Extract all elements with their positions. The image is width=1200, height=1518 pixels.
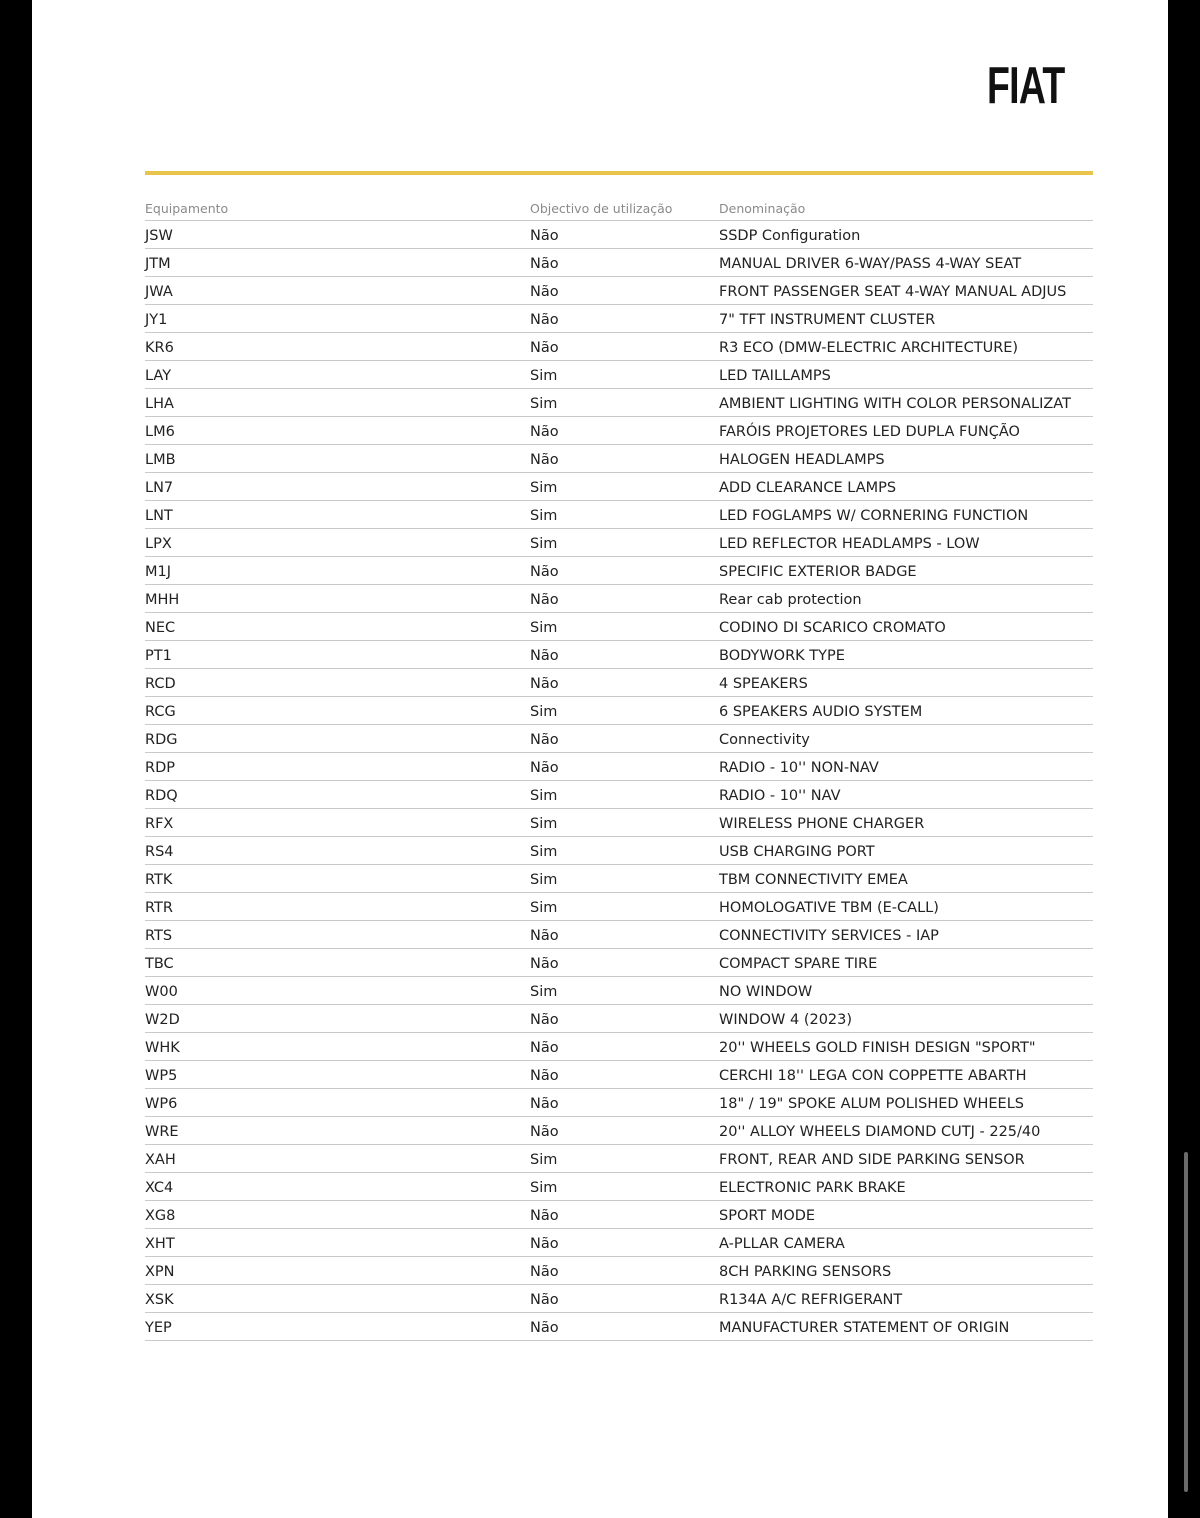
cell-equipment-code: XG8 (145, 1208, 176, 1224)
cell-name: LED FOGLAMPS W/ CORNERING FUNCTION (719, 508, 1029, 524)
header-usage: Objectivo de utilização (530, 201, 673, 216)
cell-usage: Não (530, 676, 559, 692)
cell-name: FRONT PASSENGER SEAT 4-WAY MANUAL ADJUS (719, 284, 1067, 300)
table-row (145, 809, 1093, 837)
table-row (145, 501, 1093, 529)
cell-usage: Não (530, 732, 559, 748)
cell-name: R134A A/C REFRIGERANT (719, 1292, 903, 1308)
cell-usage: Não (530, 1264, 559, 1280)
table-row (145, 669, 1093, 697)
table-row (145, 473, 1093, 501)
header-equipment: Equipamento (145, 201, 229, 216)
table-row (145, 977, 1093, 1005)
cell-name: CERCHI 18'' LEGA CON COPPETTE ABARTH (719, 1068, 1027, 1084)
cell-usage: Não (530, 592, 559, 608)
table-row (145, 557, 1093, 585)
cell-name: RADIO - 10'' NAV (719, 788, 841, 804)
cell-name: ADD CLEARANCE LAMPS (719, 480, 897, 496)
cell-name: 7" TFT INSTRUMENT CLUSTER (719, 312, 936, 328)
table-row (145, 949, 1093, 977)
table-row (145, 1173, 1093, 1201)
table-row (145, 1145, 1093, 1173)
cell-name: ELECTRONIC PARK BRAKE (719, 1180, 906, 1196)
cell-equipment-code: RDP (145, 760, 175, 776)
cell-usage: Sim (530, 1180, 558, 1196)
cell-usage: Não (530, 956, 559, 972)
table-body (145, 221, 1093, 1341)
cell-usage: Sim (530, 396, 558, 412)
cell-usage: Não (530, 340, 559, 356)
cell-name: Connectivity (719, 732, 810, 748)
cell-usage: Sim (530, 984, 558, 1000)
cell-equipment-code: WRE (145, 1124, 179, 1140)
table-row (145, 613, 1093, 641)
table-row (145, 1201, 1093, 1229)
cell-name: R3 ECO (DMW-ELECTRIC ARCHITECTURE) (719, 340, 1019, 356)
cell-usage: Não (530, 312, 559, 328)
cell-equipment-code: W00 (145, 984, 178, 1000)
table-row (145, 893, 1093, 921)
table-row (145, 333, 1093, 361)
cell-usage: Sim (530, 788, 558, 804)
table-row (145, 529, 1093, 557)
cell-name: Rear cab protection (719, 592, 862, 608)
cell-equipment-code: RTR (145, 900, 173, 916)
cell-equipment-code: LHA (145, 396, 174, 412)
table-row (145, 837, 1093, 865)
cell-equipment-code: RS4 (145, 844, 174, 860)
cell-equipment-code: XPN (145, 1264, 175, 1280)
cell-equipment-code: TBC (145, 956, 174, 972)
cell-usage: Não (530, 452, 559, 468)
cell-equipment-code: YEP (145, 1320, 172, 1336)
table-row (145, 1005, 1093, 1033)
cell-usage: Não (530, 760, 559, 776)
cell-equipment-code: W2D (145, 1012, 180, 1028)
cell-usage: Sim (530, 480, 558, 496)
table-row (145, 305, 1093, 333)
cell-name: MANUFACTURER STATEMENT OF ORIGIN (719, 1320, 1010, 1336)
cell-usage: Sim (530, 816, 558, 832)
cell-name: LED REFLECTOR HEADLAMPS - LOW (719, 536, 980, 552)
table-row (145, 361, 1093, 389)
fiat-logo: FIAT (987, 57, 1065, 115)
table-row (145, 921, 1093, 949)
cell-usage: Sim (530, 508, 558, 524)
cell-name: HALOGEN HEADLAMPS (719, 452, 885, 468)
table-row (145, 1117, 1093, 1145)
cell-name: 4 SPEAKERS (719, 676, 808, 692)
cell-equipment-code: LNT (145, 508, 173, 524)
cell-equipment-code: MHH (145, 592, 180, 608)
cell-name: HOMOLOGATIVE TBM (E-CALL) (719, 900, 939, 916)
cell-name: NO WINDOW (719, 984, 813, 1000)
cell-usage: Não (530, 256, 559, 272)
cell-equipment-code: JSW (145, 228, 173, 244)
cell-usage: Não (530, 928, 559, 944)
cell-usage: Não (530, 1068, 559, 1084)
cell-equipment-code: RCD (145, 676, 176, 692)
cell-name: CONNECTIVITY SERVICES - IAP (719, 928, 939, 944)
table-row (145, 1089, 1093, 1117)
cell-equipment-code: NEC (145, 620, 176, 636)
cell-equipment-code: LAY (145, 368, 172, 384)
cell-usage: Não (530, 1292, 559, 1308)
table-row (145, 417, 1093, 445)
cell-name: FARÓIS PROJETORES LED DUPLA FUNÇÃO (719, 424, 1020, 440)
cell-equipment-code: LPX (145, 536, 172, 552)
cell-equipment-code: M1J (145, 564, 172, 580)
cell-usage: Sim (530, 620, 558, 636)
table-row (145, 725, 1093, 753)
cell-equipment-code: RTK (145, 872, 173, 888)
cell-equipment-code: JY1 (145, 312, 168, 328)
cell-usage: Não (530, 1124, 559, 1140)
cell-usage: Sim (530, 1152, 558, 1168)
table-row (145, 221, 1093, 249)
cell-usage: Não (530, 228, 559, 244)
cell-equipment-code: XC4 (145, 1180, 174, 1196)
cell-equipment-code: JWA (145, 284, 173, 300)
cell-usage: Não (530, 1012, 559, 1028)
cell-equipment-code: LM6 (145, 424, 175, 440)
cell-usage: Sim (530, 704, 558, 720)
table-row (145, 585, 1093, 613)
table-row (145, 445, 1093, 473)
cell-name: LED TAILLAMPS (719, 368, 831, 384)
cell-name: MANUAL DRIVER 6-WAY/PASS 4-WAY SEAT (719, 256, 1022, 272)
table-row (145, 1285, 1093, 1313)
cell-name: FRONT, REAR AND SIDE PARKING SENSOR (719, 1152, 1025, 1168)
header-name: Denominação (719, 201, 806, 216)
cell-equipment-code: WHK (145, 1040, 180, 1056)
cell-equipment-code: WP5 (145, 1068, 178, 1084)
cell-usage: Não (530, 1208, 559, 1224)
table-row (145, 781, 1093, 809)
cell-name: 6 SPEAKERS AUDIO SYSTEM (719, 704, 923, 720)
document-page (32, 0, 1168, 1518)
cell-equipment-code: RTS (145, 928, 173, 944)
cell-equipment-code: PT1 (145, 648, 172, 664)
cell-name: A-PLLAR CAMERA (719, 1236, 845, 1252)
table-row (145, 697, 1093, 725)
cell-usage: Não (530, 1236, 559, 1252)
cell-equipment-code: LMB (145, 452, 176, 468)
cell-usage: Não (530, 648, 559, 664)
cell-equipment-code: RDG (145, 732, 178, 748)
cell-name: COMPACT SPARE TIRE (719, 956, 878, 972)
cell-usage: Não (530, 1040, 559, 1056)
table-row (145, 1033, 1093, 1061)
cell-name: SPECIFIC EXTERIOR BADGE (719, 564, 917, 580)
cell-usage: Sim (530, 536, 558, 552)
scrollbar[interactable] (1184, 1152, 1188, 1492)
cell-usage: Não (530, 564, 559, 580)
cell-usage: Não (530, 1320, 559, 1336)
cell-name: WINDOW 4 (2023) (719, 1012, 853, 1028)
cell-equipment-code: RFX (145, 816, 174, 832)
cell-name: TBM CONNECTIVITY EMEA (719, 872, 908, 888)
table-row (145, 1257, 1093, 1285)
cell-equipment-code: JTM (145, 256, 171, 272)
cell-name: CODINO DI SCARICO CROMATO (719, 620, 946, 636)
cell-usage: Não (530, 284, 559, 300)
table-row (145, 1061, 1093, 1089)
cell-equipment-code: WP6 (145, 1096, 178, 1112)
cell-equipment-code: LN7 (145, 480, 174, 496)
cell-usage: Sim (530, 368, 558, 384)
table-row (145, 389, 1093, 417)
table-row (145, 865, 1093, 893)
header-rule (145, 171, 1093, 175)
cell-name: RADIO - 10'' NON-NAV (719, 760, 879, 776)
cell-usage: Não (530, 1096, 559, 1112)
cell-name: 8CH PARKING SENSORS (719, 1264, 892, 1280)
table-row (145, 277, 1093, 305)
cell-equipment-code: RCG (145, 704, 176, 720)
table-row (145, 641, 1093, 669)
cell-usage: Sim (530, 872, 558, 888)
table-header-row (145, 194, 1093, 221)
table-row (145, 1229, 1093, 1257)
cell-name: WIRELESS PHONE CHARGER (719, 816, 925, 832)
cell-name: BODYWORK TYPE (719, 648, 845, 664)
cell-name: 20'' ALLOY WHEELS DIAMOND CUTJ - 225/40 (719, 1124, 1041, 1140)
cell-name: 18" / 19" SPOKE ALUM POLISHED WHEELS (719, 1096, 1025, 1112)
cell-equipment-code: XAH (145, 1152, 176, 1168)
cell-name: SPORT MODE (719, 1208, 816, 1224)
cell-equipment-code: KR6 (145, 340, 174, 356)
table-row (145, 1313, 1093, 1341)
cell-equipment-code: XHT (145, 1236, 175, 1252)
equipment-table (145, 194, 1093, 1341)
table-row (145, 753, 1093, 781)
cell-usage: Sim (530, 900, 558, 916)
cell-equipment-code: XSK (145, 1292, 174, 1308)
cell-name: SSDP Configuration (719, 228, 861, 244)
cell-name: USB CHARGING PORT (719, 844, 875, 860)
table-row (145, 249, 1093, 277)
cell-usage: Não (530, 424, 559, 440)
cell-name: 20'' WHEELS GOLD FINISH DESIGN "SPORT" (719, 1040, 1036, 1056)
cell-equipment-code: RDQ (145, 788, 178, 804)
cell-usage: Sim (530, 844, 558, 860)
cell-name: AMBIENT LIGHTING WITH COLOR PERSONALIZAT (719, 396, 1071, 412)
